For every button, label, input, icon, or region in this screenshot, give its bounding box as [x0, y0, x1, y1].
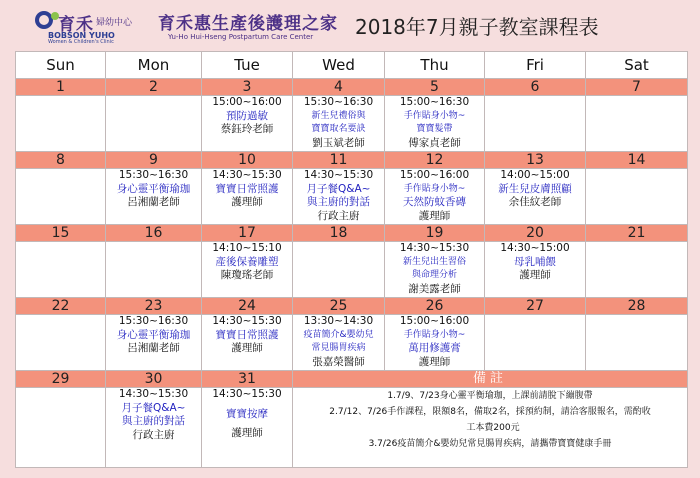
date-cell: 1 — [16, 79, 106, 96]
course-row — [16, 388, 688, 468]
date-cell: 5 — [385, 79, 485, 96]
date-cell: 12 — [385, 152, 485, 169]
date-row — [16, 298, 688, 315]
course-teacher: 護理師 — [231, 427, 263, 439]
weekday-fri: Fri — [485, 52, 586, 79]
date-row — [16, 79, 688, 96]
course-title-line2: 與命理分析 — [411, 270, 457, 280]
course-title: 產後保養雕塑 — [215, 255, 279, 268]
note-item: 2.7/12、7/26手作課程，限額8名，備取2名，採預約制，請洽客服報名，需酌收 — [329, 407, 651, 417]
course-row — [16, 315, 688, 371]
date-cell: 22 — [16, 298, 106, 315]
date-cell: 8 — [16, 152, 106, 169]
course-teacher: 張嘉榮醫師 — [312, 355, 365, 368]
course-cell — [385, 96, 485, 152]
course-title-line2: 寶寶取名要訣 — [311, 124, 366, 134]
course-cell-empty — [586, 96, 688, 152]
date-cell: 17 — [202, 225, 293, 242]
course-time: 14:30~15:00 — [500, 242, 570, 254]
course-teacher: 護理師 — [231, 342, 263, 354]
course-row — [16, 169, 688, 225]
course-title: 新生兒禮俗與 — [311, 110, 366, 121]
course-title: 月子餐Q&A~ — [306, 182, 371, 195]
course-teacher: 行政主廚 — [132, 428, 175, 441]
date-cell: 18 — [293, 225, 385, 242]
course-title: 寶寶日常照護 — [215, 182, 279, 195]
date-cell: 20 — [485, 225, 586, 242]
date-cell: 13 — [485, 152, 586, 169]
course-cell — [385, 242, 485, 298]
course-time: 13:30~14:30 — [303, 315, 374, 327]
course-time: 14:30~15:30 — [303, 169, 374, 181]
date-cell: 31 — [202, 371, 293, 388]
date-cell: 28 — [586, 298, 688, 315]
course-time: 14:10~15:10 — [212, 242, 282, 254]
course-title-line2: 與主廚的對話 — [122, 415, 185, 427]
course-teacher: 護理師 — [519, 269, 551, 281]
brand-subtitle: 婦幼中心 — [96, 18, 133, 28]
course-time: 15:00~16:00 — [399, 169, 470, 181]
course-cell — [202, 169, 293, 225]
course-cell-empty — [16, 242, 106, 298]
course-title: 預防過敏 — [226, 109, 268, 122]
course-cell-empty — [16, 96, 106, 152]
course-teacher: 呂湘蘭老師 — [127, 196, 180, 208]
notes-body — [293, 388, 688, 468]
course-teacher: 謝美露老師 — [408, 282, 461, 295]
date-row — [16, 371, 688, 388]
course-cell — [106, 169, 202, 225]
page-title: 2018年7月親子教室課程表 — [355, 15, 599, 39]
course-time: 14:30~15:30 — [118, 388, 189, 400]
brand-english: BOBSON YUHO — [48, 31, 115, 40]
date-cell: 7 — [586, 79, 688, 96]
course-cell — [385, 315, 485, 371]
course-cell-empty — [16, 388, 106, 468]
date-cell: 15 — [16, 225, 106, 242]
course-time: 15:30~16:30 — [118, 169, 189, 181]
course-cell-empty — [106, 96, 202, 152]
course-teacher: 護理師 — [418, 209, 451, 222]
course-teacher: 陳瓊瑤老師 — [220, 269, 274, 281]
date-cell: 4 — [293, 79, 385, 96]
course-cell — [293, 169, 385, 225]
course-row — [16, 96, 688, 152]
course-cell-empty — [586, 169, 688, 225]
course-time: 15:00~16:00 — [399, 315, 470, 327]
date-cell: 19 — [385, 225, 485, 242]
date-cell: 23 — [106, 298, 202, 315]
course-time: 14:00~15:00 — [500, 169, 570, 181]
date-cell: 11 — [293, 152, 385, 169]
course-cell — [385, 169, 485, 225]
brand-name: 育禾惠生產後護理之家 — [158, 14, 338, 34]
course-title-line2: 寶寶髮帶 — [416, 124, 453, 134]
course-title: 身心靈平衡瑜珈 — [116, 182, 191, 195]
course-time: 15:00~16:00 — [212, 96, 282, 108]
course-cell — [202, 388, 293, 468]
date-cell: 24 — [202, 298, 293, 315]
date-cell: 25 — [293, 298, 385, 315]
course-cell-empty — [586, 242, 688, 298]
calendar-table — [15, 51, 688, 468]
course-time: 15:00~16:30 — [399, 96, 470, 108]
brand-chinese: 育禾 — [58, 15, 94, 35]
course-teacher: 蔡鈺玲老師 — [220, 123, 274, 135]
note-item: 1.7/9、7/23身心靈平衡瑜珈，上課前請脫下繃腹帶 — [387, 391, 593, 401]
course-title: 寶寶按摩 — [226, 407, 268, 420]
date-cell: 6 — [485, 79, 586, 96]
logo — [34, 6, 338, 46]
date-cell: 21 — [586, 225, 688, 242]
course-teacher: 劉玉斌老師 — [312, 136, 365, 149]
course-cell — [202, 315, 293, 371]
course-title: 身心靈平衡瑜珈 — [116, 328, 191, 341]
course-title: 疫苗簡介&嬰幼兒 — [303, 329, 374, 340]
weekday-tue: Tue — [202, 52, 293, 79]
course-title-line2: 常見腸胃疾病 — [311, 343, 366, 353]
course-cell-empty — [106, 242, 202, 298]
course-teacher: 呂湘蘭老師 — [127, 342, 180, 354]
course-time: 15:30~16:30 — [303, 96, 374, 108]
date-cell: 3 — [202, 79, 293, 96]
date-cell: 29 — [16, 371, 106, 388]
date-cell: 14 — [586, 152, 688, 169]
course-cell — [293, 315, 385, 371]
course-teacher: 護理師 — [231, 196, 263, 208]
course-title: 母乳哺餵 — [514, 255, 556, 268]
course-teacher: 行政主廚 — [317, 209, 360, 222]
date-cell: 9 — [106, 152, 202, 169]
course-cell — [202, 242, 293, 298]
note-item-continued: 工本費200元 — [466, 423, 520, 433]
notes-heading: 備註 — [293, 371, 688, 388]
course-row — [16, 242, 688, 298]
course-time: 14:30~15:30 — [212, 169, 282, 181]
date-cell: 26 — [385, 298, 485, 315]
course-cell — [202, 96, 293, 152]
course-cell — [106, 315, 202, 371]
date-row — [16, 225, 688, 242]
course-time: 14:30~15:30 — [212, 388, 282, 400]
date-cell: 2 — [106, 79, 202, 96]
course-title-line2: 與主廚的對話 — [307, 196, 370, 208]
header — [0, 0, 700, 50]
course-title-line2: 天然防蚊香磚 — [403, 196, 466, 208]
weekday-wed: Wed — [293, 52, 385, 79]
course-cell-empty — [293, 242, 385, 298]
course-cell — [485, 169, 586, 225]
course-title: 新生兒皮膚照顧 — [498, 182, 572, 195]
weekday-sun: Sun — [16, 52, 106, 79]
course-title: 手作貼身小物~ — [403, 183, 466, 194]
course-title: 手作貼身小物~ — [403, 329, 466, 340]
course-cell-empty — [16, 169, 106, 225]
course-time: 14:30~15:30 — [212, 315, 282, 327]
course-cell-empty — [16, 315, 106, 371]
course-title-line2: 萬用修護膏 — [408, 342, 461, 354]
weekday-thu: Thu — [385, 52, 485, 79]
date-cell: 27 — [485, 298, 586, 315]
course-title: 月子餐Q&A~ — [121, 401, 186, 414]
weekday-header-row — [16, 52, 688, 79]
date-cell: 30 — [106, 371, 202, 388]
course-teacher: 余佳紋老師 — [508, 196, 562, 208]
course-time: 15:30~16:30 — [118, 315, 189, 327]
course-time: 14:30~15:30 — [399, 242, 470, 254]
course-teacher: 護理師 — [418, 355, 451, 368]
date-row — [16, 152, 688, 169]
note-item: 3.7/26疫苗簡介&嬰幼兒常見腸胃疾病，請攜帶寶寶健康手冊 — [368, 439, 612, 449]
course-cell-empty — [485, 315, 586, 371]
course-title: 寶寶日常照護 — [215, 328, 279, 341]
course-title: 手作貼身小物~ — [403, 110, 466, 121]
course-title: 新生兒出生習俗 — [402, 256, 466, 267]
course-cell — [485, 242, 586, 298]
course-cell-empty — [586, 315, 688, 371]
course-teacher: 傅家貞老師 — [408, 136, 461, 149]
date-cell: 16 — [106, 225, 202, 242]
course-cell — [106, 388, 202, 468]
weekday-sat: Sat — [586, 52, 688, 79]
brand-english-name: Yu-Ho Hui-Hseng Postpartum Care Center — [168, 33, 314, 41]
course-cell — [293, 96, 385, 152]
date-cell: 10 — [202, 152, 293, 169]
brand-english-tagline: Women & Children's Clinic — [48, 39, 114, 45]
course-cell-empty — [485, 96, 586, 152]
weekday-mon: Mon — [106, 52, 202, 79]
